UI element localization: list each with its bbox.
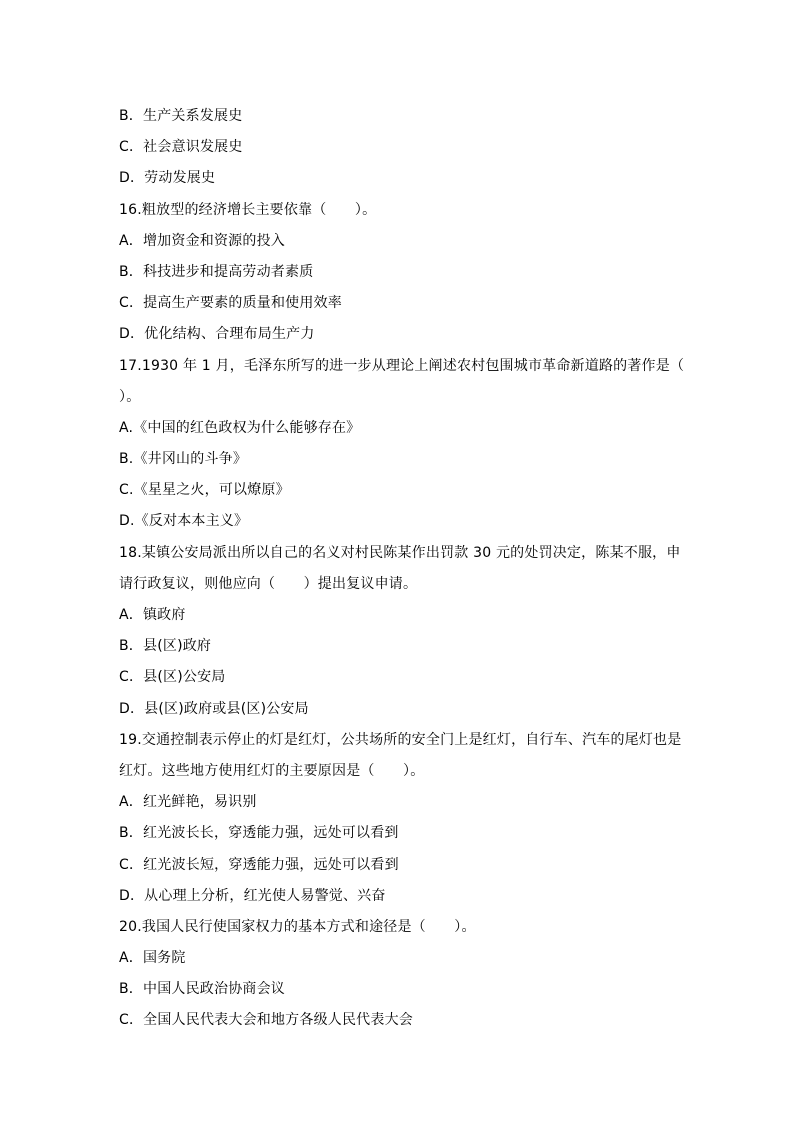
option-line: A．增加资金和资源的投入 — [119, 232, 285, 249]
option-line: C．全国人民代表大会和地方各级人民代表大会 — [119, 1012, 413, 1029]
option-line: C．县(区)公安局 — [119, 669, 226, 686]
option-line: D.《反对本本主义》 — [119, 513, 249, 530]
question-17: 17.1930 年 1 月，毛泽东所写的进一步从理论上阐述农村包围城市革命新道路的著作是（ — [119, 357, 685, 374]
document-body — [119, 101, 685, 1037]
option-line: A.《中国的红色政权为什么能够存在》 — [119, 419, 361, 436]
question-16: 16.粗放型的经济增长主要依靠（ ）。 — [119, 201, 377, 218]
question-17-continued: ）。 — [119, 388, 141, 405]
question-18-continued: 请行政复议，则他应向（ ）提出复议申请。 — [119, 575, 418, 592]
option-line: C．提高生产要素的质量和使用效率 — [119, 295, 342, 312]
question-19: 19.交通控制表示停止的灯是红灯，公共场所的安全门上是红灯，自行车、汽车的尾灯也是 — [119, 731, 682, 748]
option-line: C．社会意识发展史 — [119, 139, 243, 156]
option-line: D．从心理上分析，红光使人易警觉、兴奋 — [119, 887, 386, 904]
option-line: B．生产关系发展史 — [119, 108, 243, 124]
option-line: B.《井冈山的斗争》 — [119, 451, 248, 468]
option-line: C.《星星之火，可以燎原》 — [119, 482, 290, 499]
option-line: B．科技进步和提高劳动者素质 — [119, 263, 314, 280]
question-20: 20.我国人民行使国家权力的基本方式和途径是（ ）。 — [119, 918, 476, 935]
option-line: A．镇政府 — [119, 607, 186, 623]
option-line: D．优化结构、合理布局生产力 — [119, 326, 315, 343]
option-line: B．中国人民政治协商会议 — [119, 981, 286, 998]
option-line: D．劳动发展史 — [119, 170, 216, 187]
option-line: B．县(区)政府 — [119, 638, 212, 655]
option-line: A．红光鲜艳，易识别 — [119, 794, 257, 811]
option-line: C．红光波长短，穿透能力强，远处可以看到 — [119, 856, 399, 873]
option-line: B．红光波长长，穿透能力强，远处可以看到 — [119, 825, 399, 842]
option-line: D．县(区)政府或县(区)公安局 — [119, 700, 309, 717]
option-line: A．国务院 — [119, 950, 186, 967]
question-18: 18.某镇公安局派出所以自己的名义对村民陈某作出罚款 30 元的处罚决定，陈某不服，申 — [119, 544, 681, 561]
question-19-continued: 红灯。这些地方使用红灯的主要原因是（ ）。 — [119, 762, 425, 779]
